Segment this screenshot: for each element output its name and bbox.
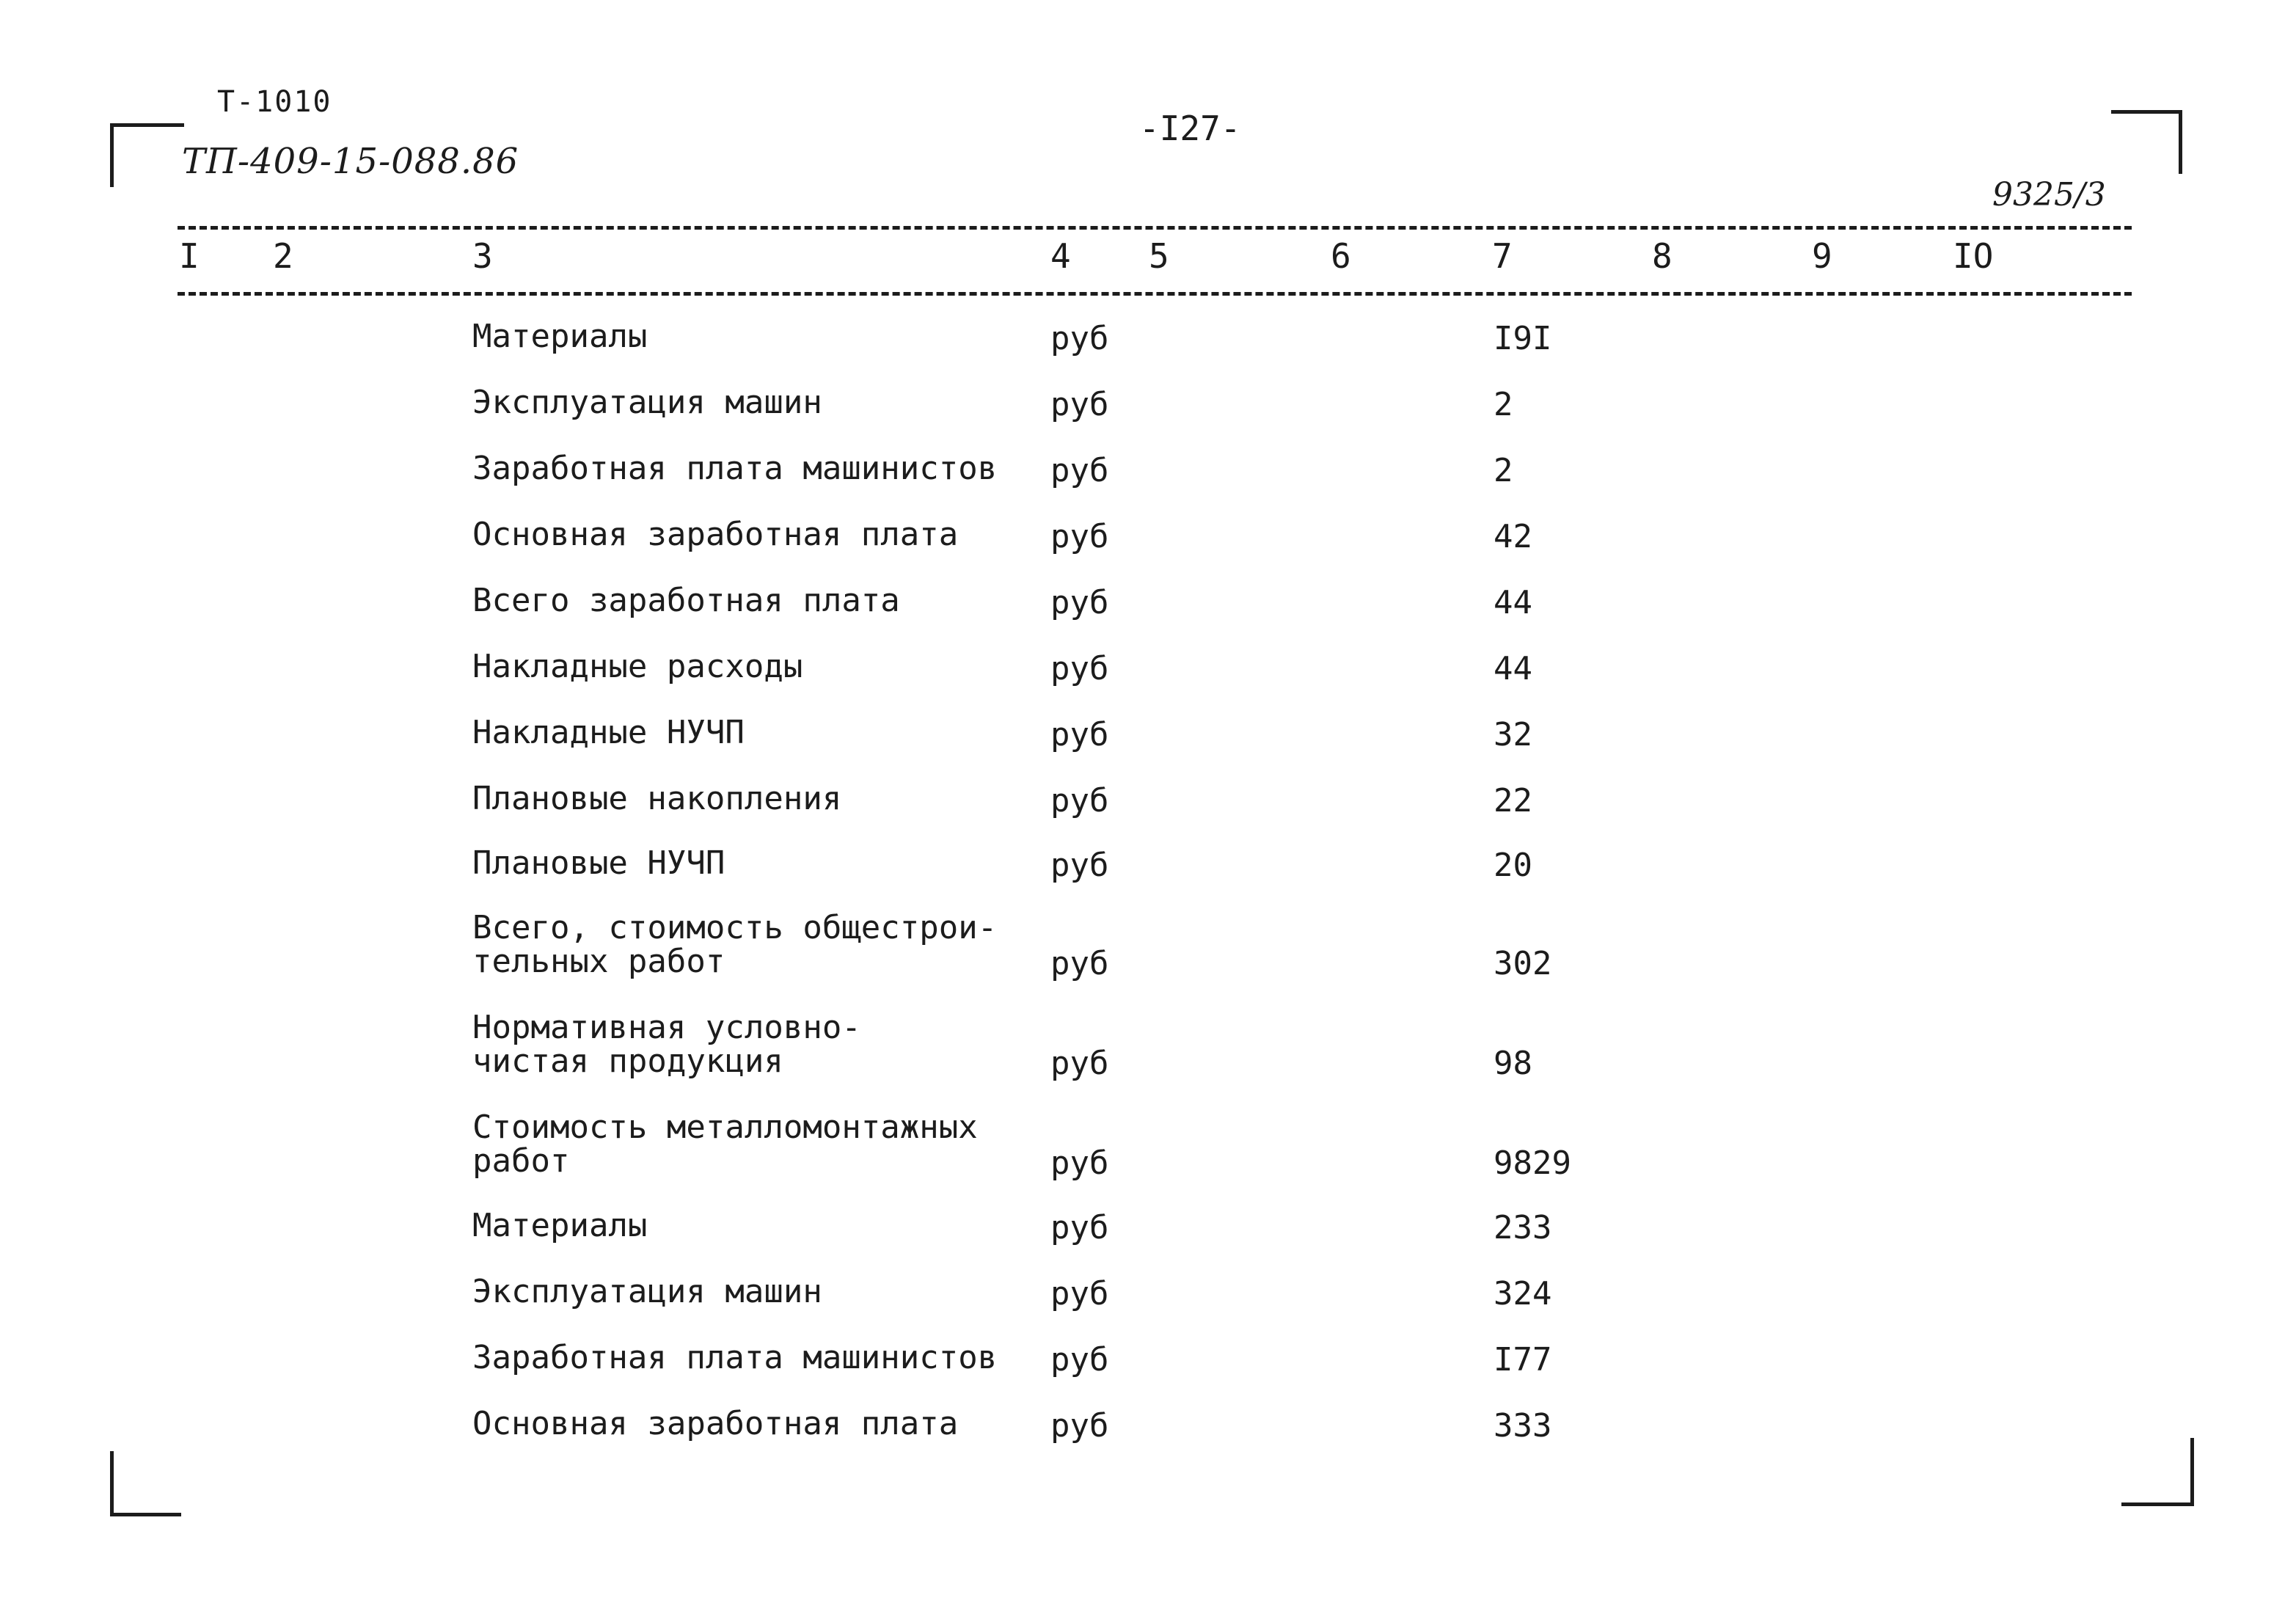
- row-unit: руб: [1050, 1209, 1109, 1246]
- column-header-3: 3: [472, 236, 493, 276]
- row-unit: руб: [1050, 945, 1109, 982]
- row-value: 44: [1494, 584, 1532, 621]
- column-header-1: I: [179, 236, 200, 276]
- row-unit: руб: [1050, 1407, 1109, 1445]
- row-value: 9829: [1494, 1144, 1571, 1182]
- row-unit: руб: [1050, 1341, 1109, 1379]
- table-header-top-rule: [178, 226, 2132, 230]
- row-value: I9I: [1494, 320, 1552, 357]
- row-value: 2: [1494, 386, 1513, 423]
- row-label: Основная заработная плата: [472, 1405, 959, 1442]
- row-label: Эксплуатация машин: [472, 1273, 822, 1310]
- table-header-bottom-rule: [178, 292, 2132, 296]
- column-header-2: 2: [273, 236, 293, 276]
- row-value: 302: [1494, 945, 1552, 982]
- row-label: Накладные расходы: [472, 648, 803, 685]
- row-value: 22: [1494, 782, 1532, 819]
- row-label: Всего, стоимость общестрои- тельных работ: [472, 909, 998, 980]
- row-unit: руб: [1050, 452, 1109, 489]
- row-label: Материалы: [472, 318, 648, 355]
- document-code: Т-1010: [217, 85, 332, 119]
- sheet-reference-handwritten: 9325/3: [1992, 176, 2106, 213]
- column-header-10: IO: [1953, 236, 1994, 276]
- row-unit: руб: [1050, 716, 1109, 753]
- page-number: -I27-: [1139, 109, 1241, 148]
- row-label: Заработная плата машинистов: [472, 1339, 998, 1376]
- column-header-4: 4: [1050, 236, 1071, 276]
- row-value: 324: [1494, 1275, 1552, 1312]
- corner-mark-bottom-left: [110, 1451, 181, 1516]
- row-value: 42: [1494, 518, 1532, 555]
- corner-mark-top-left: [110, 123, 184, 187]
- row-label: Плановые НУЧП: [472, 844, 725, 882]
- column-header-6: 6: [1331, 236, 1351, 276]
- column-header-5: 5: [1149, 236, 1169, 276]
- row-label: Всего заработная плата: [472, 582, 900, 619]
- row-value: 44: [1494, 650, 1532, 687]
- row-label: Основная заработная плата: [472, 516, 959, 553]
- row-unit: руб: [1050, 847, 1109, 884]
- row-label: Нормативная условно- чистая продукция: [472, 1009, 861, 1080]
- column-header-8: 8: [1652, 236, 1672, 276]
- row-label: Материалы: [472, 1207, 648, 1244]
- row-unit: руб: [1050, 518, 1109, 555]
- column-header-9: 9: [1812, 236, 1832, 276]
- project-number-handwritten: ТП-409-15-088.86: [182, 141, 519, 182]
- row-value: 32: [1494, 716, 1532, 753]
- row-label: Накладные НУЧП: [472, 714, 745, 751]
- row-label: Стоимость металломонтажных работ: [472, 1109, 978, 1180]
- row-value: 20: [1494, 847, 1532, 884]
- row-label: Плановые накопления: [472, 780, 842, 817]
- row-value: 98: [1494, 1045, 1532, 1082]
- corner-mark-bottom-right: [2121, 1438, 2194, 1506]
- row-unit: руб: [1050, 320, 1109, 357]
- row-unit: руб: [1050, 386, 1109, 423]
- row-value: 333: [1494, 1407, 1552, 1445]
- row-label: Эксплуатация машин: [472, 384, 822, 421]
- row-label: Заработная плата машинистов: [472, 450, 998, 487]
- row-unit: руб: [1050, 782, 1109, 819]
- row-value: 2: [1494, 452, 1513, 489]
- corner-mark-top-right: [2111, 110, 2182, 174]
- row-unit: руб: [1050, 1144, 1109, 1182]
- row-value: 233: [1494, 1209, 1552, 1246]
- row-unit: руб: [1050, 584, 1109, 621]
- row-unit: руб: [1050, 1275, 1109, 1312]
- row-value: I77: [1494, 1341, 1552, 1379]
- column-header-7: 7: [1492, 236, 1513, 276]
- row-unit: руб: [1050, 650, 1109, 687]
- row-unit: руб: [1050, 1045, 1109, 1082]
